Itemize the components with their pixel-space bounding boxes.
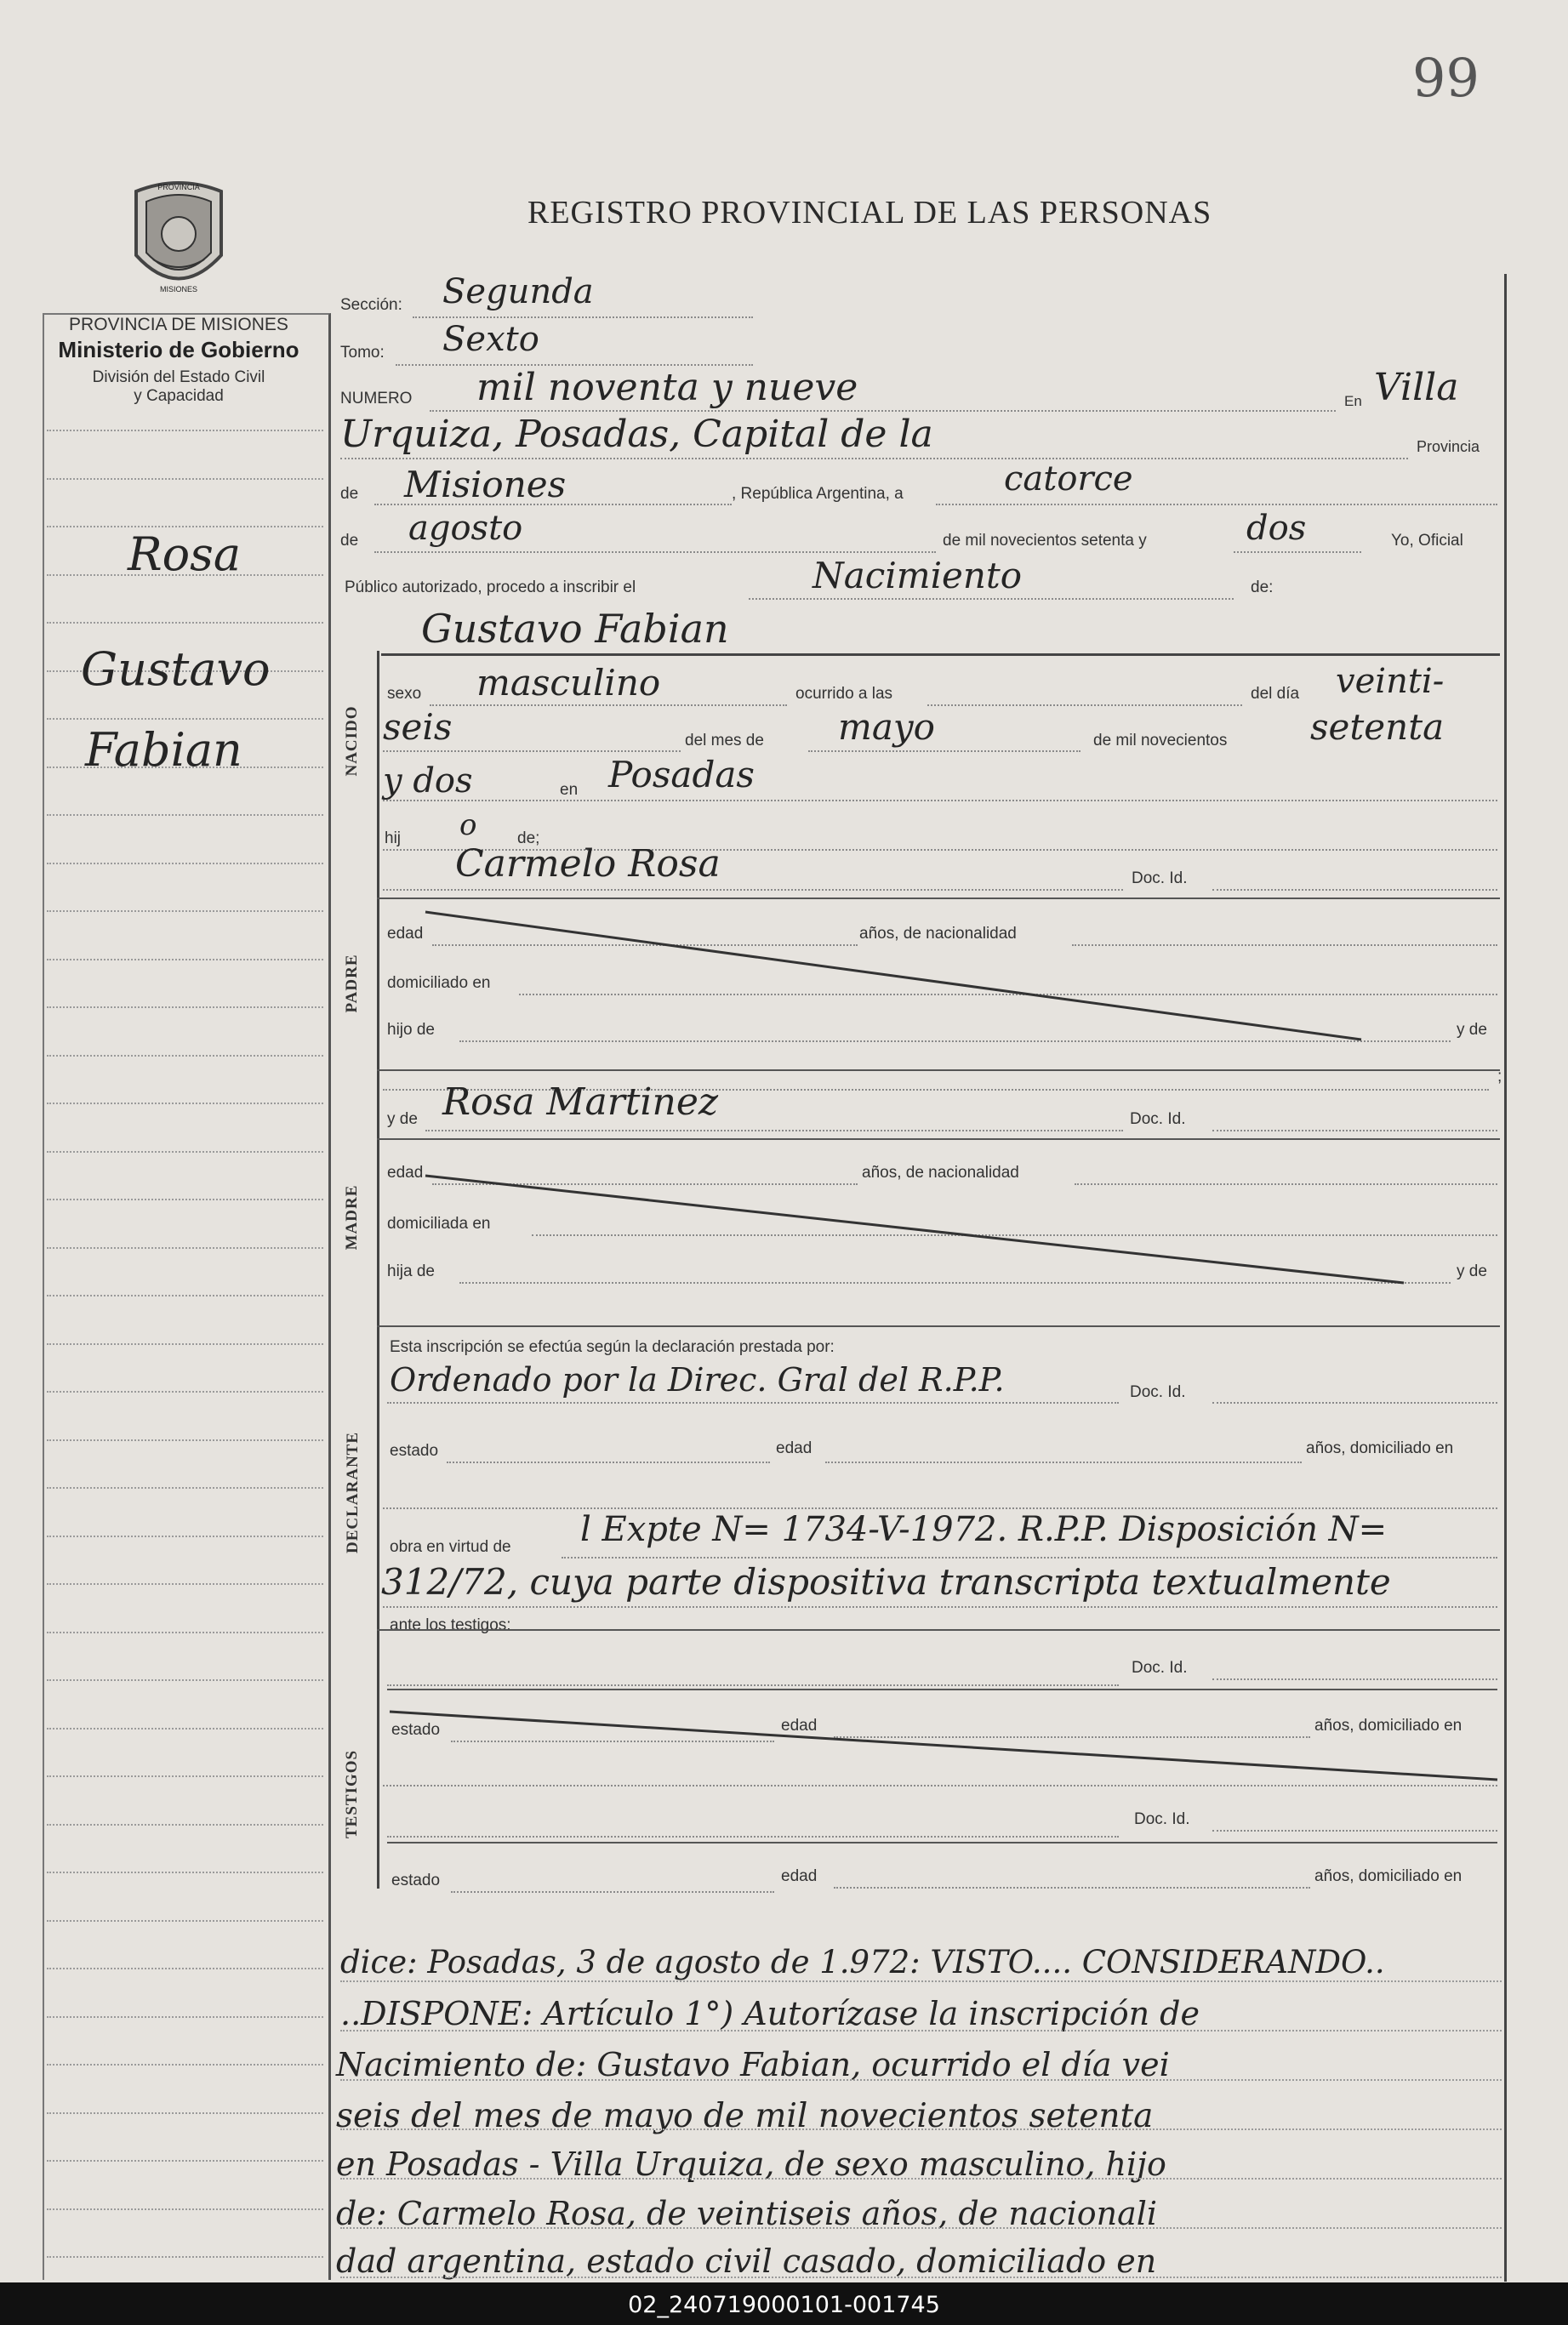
dia-value-a: veinti- (1336, 662, 1445, 701)
testigo1-doc-label: Doc. Id. (1132, 1659, 1188, 1677)
body-ruled-line (340, 2079, 1502, 2081)
sexo-value: masculino (476, 662, 661, 704)
anio-value-b: y dos (383, 761, 473, 801)
declarante-doc-label: Doc. Id. (1130, 1383, 1186, 1401)
padre-nombre: Carmelo Rosa (455, 842, 721, 886)
testigo2-name-line (387, 1836, 1119, 1838)
nacido-section-label: NACIDO (343, 705, 361, 777)
body-ruled-line (340, 2030, 1502, 2032)
tomo-value: Sexto (442, 320, 539, 359)
body-ruled-line (340, 2128, 1502, 2130)
declarante-anios-label: años, domiciliado en (1306, 1439, 1454, 1457)
nombre-value: Gustavo Fabian (421, 606, 729, 652)
document-title: REGISTRO PROVINCIAL DE LAS PERSONAS (527, 195, 1212, 231)
body-line-3: Nacimiento de: Gustavo Fabian, ocurrido el día vei (336, 2046, 1170, 2083)
hij-suffix: o (459, 808, 477, 842)
testigo2-edad-label: edad (781, 1867, 818, 1885)
testigos-intro-label: ante los testigos: (390, 1616, 511, 1634)
ministry-name: Ministerio de Gobierno (58, 337, 299, 362)
padre-yde-label: y de (1457, 1021, 1487, 1039)
testigos-section-label: TESTIGOS (343, 1749, 361, 1838)
provincia-label: Provincia (1417, 438, 1480, 455)
madre-yde-label-2: y de (1457, 1262, 1487, 1280)
en-nacido-label: en (560, 781, 579, 799)
en-label: En (1344, 393, 1362, 409)
testigo2-estado-line (451, 1891, 774, 1893)
doc-id-madre: Doc. Id. (1130, 1110, 1186, 1128)
de-label: de (340, 485, 359, 503)
dia-value-b: seis (383, 706, 453, 748)
madre-section-label: MADRE (343, 1184, 361, 1251)
obra-label: obra en virtud de (390, 1538, 511, 1556)
en-value: Villa (1374, 366, 1459, 409)
body-line-5: en Posadas - Villa Urquiza, de sexo masculino, hijo (336, 2145, 1166, 2183)
anio-value: dos (1246, 509, 1307, 548)
seccion-label: Sección: (340, 296, 402, 314)
body-line-1: dice: Posadas, 3 de agosto de 1.972: VISTO.... CONSIDERANDO.. (340, 1944, 1385, 1980)
body-line-2: ..DISPONE: Artículo 1°) Autorízase la inscripción de (340, 1995, 1200, 2032)
mes-value-nacido: mayo (838, 706, 935, 748)
testigo2-doc-line (1212, 1830, 1497, 1832)
madre-yde-label: y de (387, 1110, 418, 1128)
page-number: 99 (1412, 47, 1480, 109)
madre-edad-label: edad (387, 1164, 424, 1182)
declarante-section-label: DECLARANTE (344, 1431, 362, 1553)
oficial-label: Yo, Oficial (1391, 532, 1463, 550)
footer-image-id: 02_240719000101-001745 (628, 2292, 940, 2318)
testigo2-estado-label: estado (391, 1872, 441, 1889)
padre-edad-label: edad (387, 925, 424, 943)
body-ruled-line (340, 1980, 1502, 1982)
body-ruled-line (340, 2227, 1502, 2229)
testigo2-edad-line (834, 1887, 1310, 1889)
acto-value: Nacimiento (813, 555, 1023, 596)
dia-value: catorce (1004, 459, 1133, 499)
declarante-estado-label: estado (390, 1442, 439, 1460)
place-value: Urquiza, Posadas, Capital de la (340, 413, 933, 456)
republica-label: , República Argentina, a (732, 485, 904, 503)
testigo1-estado-label: estado (391, 1721, 441, 1739)
madre-nombre: Rosa Martinez (442, 1080, 719, 1124)
province-name: PROVINCIA DE MISIONES (69, 315, 288, 334)
body-ruled-line (340, 2178, 1502, 2180)
seal-bottom-text: MISIONES (159, 285, 198, 293)
sexo-label: sexo (387, 685, 422, 703)
body-ruled-line (340, 2277, 1502, 2278)
de2-label: de (340, 532, 359, 550)
tomo-label: Tomo: (340, 344, 385, 362)
obra-value: l Expte N= 1734-V-1972. R.P.P. Disposición N= (580, 1510, 1388, 1549)
del-mes-label: del mes de (685, 732, 764, 749)
padre-anios-label: años, de nacionalidad (859, 925, 1017, 943)
body-line-4: seis del mes de mayo de mil novecientos setenta (336, 2097, 1154, 2135)
body-line-6: de: Carmelo Rosa, de veintiseis años, de nacionali (336, 2195, 1158, 2232)
doc-id-padre: Doc. Id. (1132, 869, 1188, 887)
numero-value: mil noventa y nueve (476, 366, 858, 409)
madre-anios-label: años, de nacionalidad (862, 1164, 1019, 1182)
numero-label: NUMERO (340, 390, 413, 407)
margin-note-second-name: Fabian (85, 723, 242, 777)
declarante-edad-label: edad (776, 1439, 813, 1457)
anio-value-a: setenta (1310, 706, 1445, 748)
de-nacido-label: de; (517, 829, 540, 847)
seccion-value: Segunda (442, 272, 594, 311)
publico-label: Público autorizado, procedo a inscribir el (345, 578, 636, 596)
novecientos-nacido-label: de mil novecientos (1093, 732, 1228, 749)
de3-label: de: (1251, 578, 1274, 596)
padre-semicolon: ; (1497, 1068, 1502, 1086)
body-line-7: dad argentina, estado civil casado, domiciliado en (336, 2242, 1157, 2280)
declarante-value: Ordenado por la Direc. Gral del R.P.P. (390, 1361, 1005, 1399)
hij-label: hij (385, 829, 402, 847)
margin-note-first-name: Gustavo (81, 642, 271, 696)
declarante-intro-label: Esta inscripción se efectúa según la declaración prestada por: (390, 1338, 835, 1356)
padre-section-label: PADRE (343, 954, 361, 1013)
seal-top-text: PROVINCIA (157, 183, 200, 191)
padre-domicilio-label: domiciliado en (387, 974, 491, 992)
division-line1: División del Estado Civil (92, 368, 265, 386)
division-line2: y Capacidad (134, 387, 224, 405)
testigo1-anios-label: años, domiciliado en (1314, 1717, 1463, 1735)
lugar-value: Posadas (608, 754, 755, 795)
madre-domicilio-label: domiciliada en (387, 1215, 491, 1233)
de-value: Misiones (404, 464, 567, 505)
novecientos-label: de mil novecientos setenta y (943, 532, 1147, 550)
testigo2-rule (387, 1842, 1497, 1843)
padre-hijo-label: hijo de (387, 1021, 435, 1039)
testigo2-anios-label: años, domiciliado en (1314, 1867, 1463, 1885)
margin-note-surname: Rosa (128, 527, 242, 581)
testigo1-edad-label: edad (781, 1717, 818, 1735)
del-dia-label: del día (1251, 685, 1300, 703)
mes-value: agosto (408, 509, 523, 548)
obra-value-2: 312/72, cuya parte dispositiva transcripta textualmente (381, 1561, 1391, 1603)
madre-hija-label: hija de (387, 1262, 435, 1280)
testigo2-doc-label: Doc. Id. (1134, 1810, 1190, 1828)
ocurrido-label: ocurrido a las (795, 685, 893, 703)
